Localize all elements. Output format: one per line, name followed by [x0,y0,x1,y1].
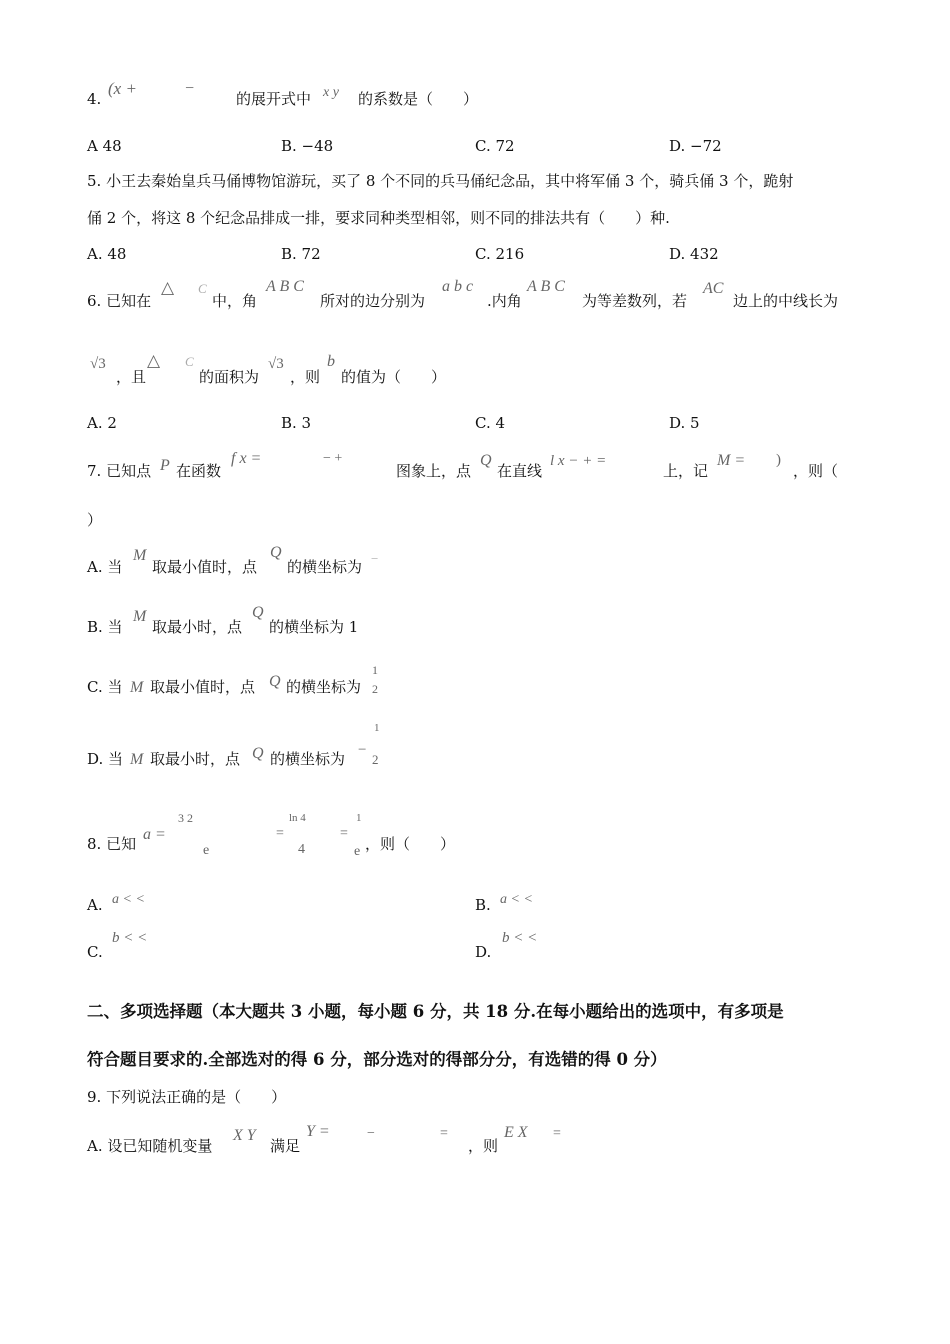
section-2-line1: 二、多项选择题（本大题共 3 小题，每小题 6 分，共 18 分.在每小题给出的选项中，有多项是 [87,1002,784,1021]
q7-option-d-label: D. 当 [87,750,124,768]
q7-text6: ，则（ [793,462,839,480]
q9-option-a-ex: E X [504,1124,528,1141]
q8-option-b-label: B. [475,896,491,914]
q7-p: P [160,457,170,474]
q7-option-d-numerator: 1 [374,722,380,734]
q6-c1: C [198,281,207,296]
q7-option-a-label: A. 当 [87,558,123,576]
q7-option-b-label: B. 当 [87,618,123,636]
q7-text4: 在直线 [497,462,543,480]
q8-e2: e [354,844,361,859]
q6-sqrt3: √3 [90,356,106,372]
q5-line2: 俑 2 个，将这 8 个纪念品排成一排，要求同种类型相邻，则不同的排法共有（ ）种. [87,209,670,227]
q9-option-a-label: A. 设已知随机变量 [87,1137,213,1155]
q7-text1: 7. 已知点 [87,462,152,480]
q7-option-c-numerator: 1 [372,663,378,677]
q7-option-b-q: Q [252,604,264,621]
q8-option-a-label: A. [87,896,103,914]
q7-option-a-m: M [133,547,147,564]
q8-sup2: ln 4 [289,812,306,824]
q7-text5: 上，记 [663,462,709,480]
q8-a-eq: a = [143,826,166,843]
q9-option-a-text3: ，则 [468,1137,499,1155]
q8-text2: ，则（ ） [365,835,456,853]
q9-option-a-yeq: Y = [306,1123,330,1140]
q7-option-a-text2: 的横坐标为 [287,558,363,576]
q8-option-d-math: b < < [502,930,538,946]
q5-option-b: B. 72 [281,245,321,263]
q6-b: b [327,353,335,370]
q4-math-dash: − [184,80,195,97]
q7-paren: ) [776,452,781,468]
q7-option-d-denominator: 2 [372,752,379,767]
q8-eq2: = [276,826,284,841]
q7-option-c-text: 取最小值时，点 [150,678,256,696]
q6-text6: 边上的中线长为 [733,292,839,310]
q8-option-c-math: b < < [112,930,148,946]
q5-option-d: D. 432 [669,245,719,263]
q4-text1: 的展开式中 [236,90,312,108]
q6-option-a: A. 2 [87,414,117,432]
q6-triangle: △ [161,278,175,297]
q7-option-d-q: Q [252,745,264,762]
q7-option-c-label: C. 当 [87,678,123,696]
q7-option-b-m: M [133,608,147,625]
q6-sides: a b c [442,278,474,295]
q7-q: Q [480,452,492,469]
q7-option-c-text2: 的横坐标为 [286,678,362,696]
q6-option-d: D. 5 [669,414,700,432]
q6-option-c: C. 4 [475,414,506,432]
q7-option-d-m: M [130,751,144,768]
q4-option-a: A 48 [87,137,122,155]
q5-option-c: C. 216 [475,245,525,263]
q6-text5: 为等差数列，若 [582,292,688,310]
q7-option-a-q: Q [270,544,282,561]
q7-minus-plus: − + [323,451,343,466]
q9-option-a-minus: − [367,1126,375,1141]
q6-sqrt3b: √3 [268,356,284,372]
q9-text1: 9. 下列说法正确的是（ ） [87,1088,287,1106]
q7-m-eq: M = [717,452,746,469]
q6-ac: AC [703,280,724,297]
q7-option-c-m: M [130,679,144,696]
q8-sup3: 1 [356,812,362,824]
q5-option-a: A. 48 [87,245,127,263]
q9-option-a-text2: 满足 [270,1137,301,1155]
q6-text9: ，则 [290,368,321,386]
q7-option-d-text2: 的横坐标为 [270,750,346,768]
q7-option-c-denominator: 2 [372,682,378,696]
q7-option-d-minus: − [358,742,367,758]
q7-line-l: l x − + = [550,453,607,469]
q9-option-a-eq: = [440,1126,448,1141]
q6-text10: 的值为（ ） [341,368,447,386]
q8-option-c-label: C. [87,943,103,961]
q6-text1: 6. 已知在 [87,292,152,310]
q7-option-a-minus: − [371,551,379,566]
q4-math-open: (x + [108,79,137,98]
q6-angles2: A B C [527,278,565,295]
q6-text2: 中，角 [212,292,258,310]
q6-option-b: B. 3 [281,414,312,432]
q4-option-c: C. 72 [475,137,515,155]
q4-math-xy: x y [323,85,339,100]
q7-option-a-text: 取最小值时，点 [152,558,258,576]
q9-option-a-xy: X Y [233,1127,256,1144]
q7-option-b-text: 取最小时，点 [152,618,243,636]
q9-option-a-eq2: = [553,1126,561,1141]
q6-angles: A B C [266,278,304,295]
q4-option-b: B. −48 [281,137,334,155]
q6-triangle2: △ [147,351,161,370]
q6-c2: C [185,354,194,369]
q6-text4: .内角 [487,292,522,310]
q8-sup1: 3 2 [178,811,193,825]
q7-text2: 在函数 [176,462,222,480]
q5-line1: 5. 小王去秦始皇兵马俑博物馆游玩，买了 8 个不同的兵马俑纪念品，其中将军俑 3 个，骑兵俑 3 个，跪射 [87,172,794,190]
q8-eq3: = [340,826,348,841]
q4-option-d: D. −72 [669,137,722,155]
q7-option-d-text: 取最小时，点 [150,750,241,768]
q8-option-a-math: a < < [112,892,145,907]
q4-number: 4. [87,90,102,108]
q6-text7: ，且 [116,368,147,386]
q4-text2: 的系数是（ ） [358,90,479,108]
q6-text3: 所对的边分别为 [320,292,426,310]
q7-text7: ） [87,511,103,529]
q8-e1: e [203,843,210,858]
q8-text1: 8. 已知 [87,835,137,853]
q6-text8: 的面积为 [199,368,260,386]
q7-option-b-text2: 的横坐标为 1 [269,618,359,636]
q8-option-d-label: D. [475,943,492,961]
q7-option-c-q: Q [269,673,281,690]
q8-option-b-math: a < < [500,892,533,907]
section-2-line2: 符合题目要求的.全部选对的得 6 分，部分选对的得部分分，有选错的得 0 分） [87,1050,667,1069]
q7-text3: 图象上，点 [396,462,472,480]
q8-four: 4 [298,842,305,857]
q7-fx: f x = [231,450,262,467]
